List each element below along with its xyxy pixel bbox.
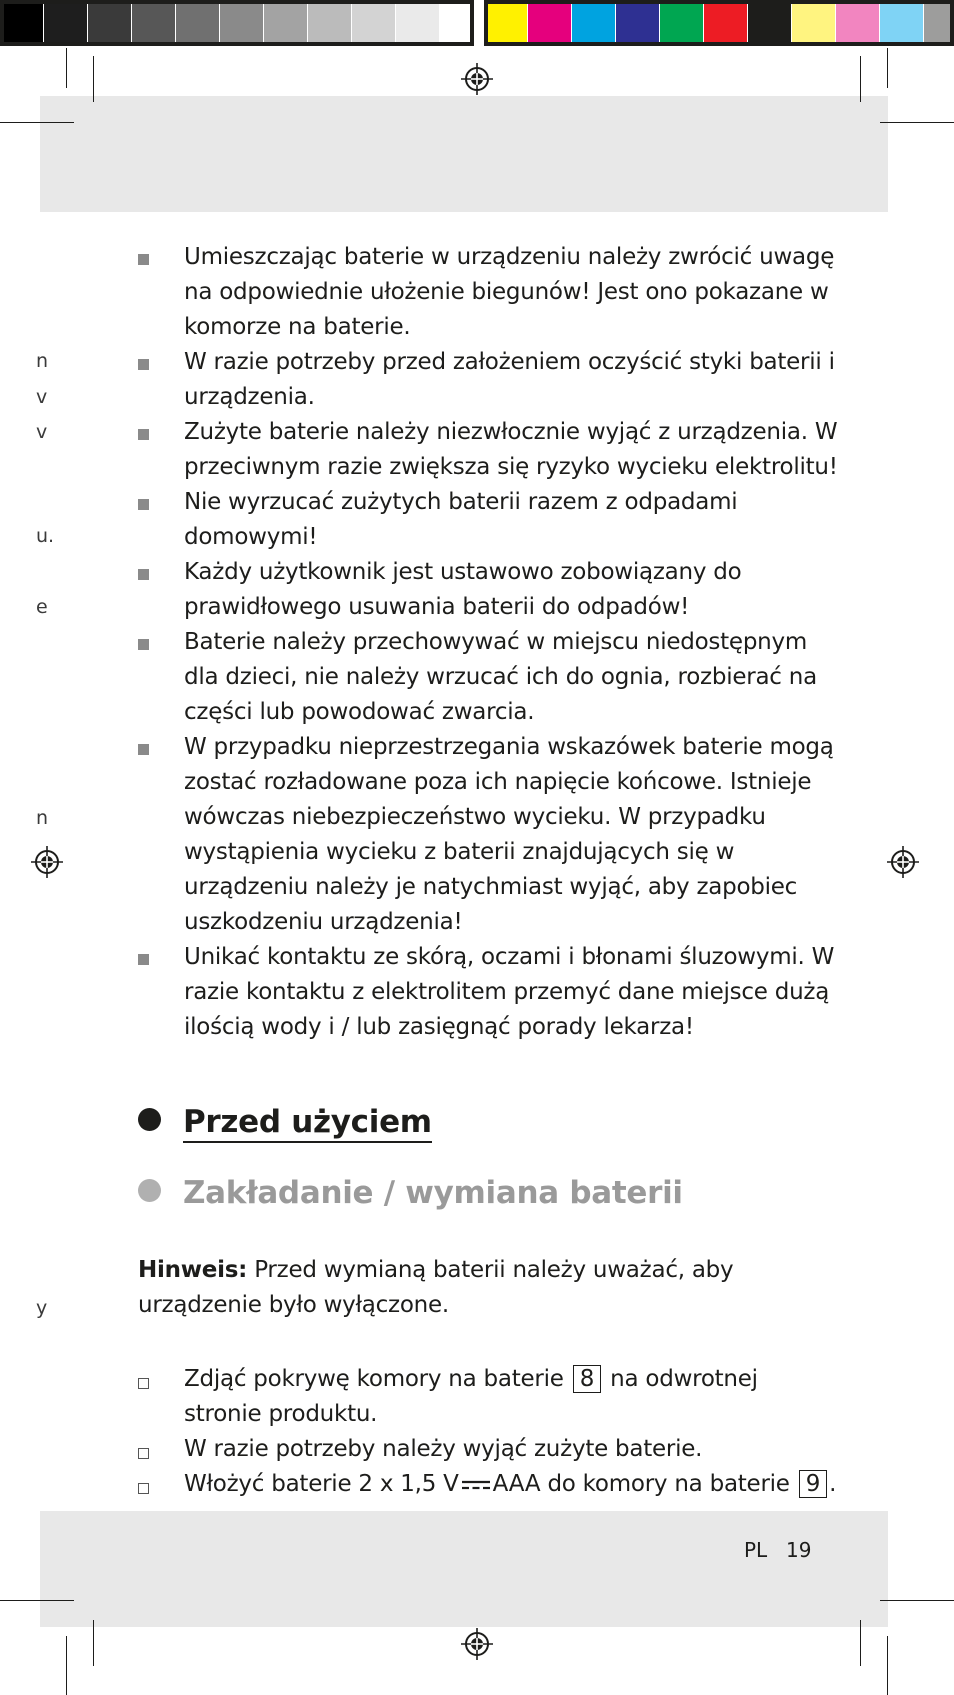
margin-fragment: v	[36, 421, 48, 443]
margin-fragment: n	[36, 350, 49, 372]
step-text: AAA do komory na baterie	[492, 1471, 790, 1497]
crop-mark	[860, 56, 861, 102]
square-bullet-icon	[138, 569, 149, 580]
warning-text: Umieszczając baterie w urządzeniu należy zwrócić uwagę na odpowiednie ułożenie biegunów! Jest ono pokazane w komorze na baterie.	[184, 244, 835, 340]
process-color-bar-frame	[484, 0, 954, 46]
step-item	[138, 1432, 838, 1467]
checkbox-square-bullet-icon	[138, 1448, 149, 1459]
square-bullet-icon	[138, 639, 149, 650]
section-heading-text: Zakładanie / wymiana baterii	[183, 1175, 683, 1211]
page-number: 19	[786, 1538, 812, 1562]
crop-mark	[0, 1600, 74, 1601]
square-bullet-icon	[138, 744, 149, 755]
margin-fragment: n	[36, 807, 49, 829]
step-text: Włożyć baterie 2 x 1,5 V	[184, 1471, 459, 1497]
note-text: Przed wymianą baterii należy uważać, aby urządzenie było wyłączone.	[138, 1257, 734, 1318]
warning-item	[138, 415, 838, 485]
crop-mark	[880, 122, 954, 123]
square-bullet-icon	[138, 429, 149, 440]
margin-fragment: u.	[36, 525, 55, 547]
checkbox-square-bullet-icon	[138, 1378, 149, 1389]
warning-text: Baterie należy przechowywać w miejscu niedostępnym dla dzieci, nie należy wrzucać ich do ognia, rozbierać na części lub powodować zwarcia.	[184, 629, 817, 725]
step-item	[138, 1467, 838, 1502]
warning-item	[138, 625, 838, 730]
square-bullet-icon	[138, 499, 149, 510]
direct-current-symbol-icon	[461, 1478, 491, 1492]
crop-mark	[66, 48, 67, 88]
margin-fragment: y	[36, 1297, 48, 1319]
square-bullet-icon	[138, 254, 149, 265]
warning-item	[138, 240, 838, 345]
reference-number-box: 8	[573, 1365, 601, 1393]
filled-circle-bullet-icon	[138, 1108, 161, 1131]
crop-mark	[887, 48, 888, 88]
header-band	[40, 96, 888, 212]
section-heading-text: Przed użyciem	[183, 1104, 432, 1143]
warning-item	[138, 485, 838, 555]
note-label: Hinweis:	[138, 1257, 248, 1283]
registration-mark-icon	[886, 845, 920, 879]
step-text: W razie potrzeby należy wyjąć zużyte baterie.	[184, 1436, 703, 1462]
battery-steps-list	[138, 1362, 838, 1502]
step-item	[138, 1362, 838, 1432]
step-text: .	[829, 1471, 837, 1497]
grayscale-color-bar-frame	[0, 0, 474, 46]
checkbox-square-bullet-icon	[138, 1483, 149, 1494]
warning-text: Nie wyrzucać zużytych baterii razem z odpadami domowymi!	[184, 489, 738, 550]
step-text: na odwrotnej stronie produktu.	[184, 1366, 758, 1427]
section-heading-battery-replacement	[138, 1175, 683, 1211]
registration-mark-icon	[30, 845, 64, 879]
warning-item	[138, 940, 838, 1045]
crop-mark	[93, 56, 94, 102]
crop-mark	[880, 1600, 954, 1601]
square-bullet-icon	[138, 954, 149, 965]
warning-text: Unikać kontaktu ze skórą, oczami i błonami śluzowymi. W razie kontaktu z elektrolitem przemyć dane miejsce dużą ilością wody i / lub zasięgnąć porady lekarza!	[184, 944, 835, 1040]
warning-text: Każdy użytkownik jest ustawowo zobowiązany do prawidłowego usuwania baterii do odpadów!	[184, 559, 742, 620]
warning-item	[138, 555, 838, 625]
battery-warnings-list	[138, 240, 838, 1045]
warning-text: W przypadku nieprzestrzegania wskazówek baterie mogą zostać rozładowane poza ich napięcie końcowe. Istnieje wówczas niebezpieczeństwo wycieku. W przypadku wystąpienia wycieku z baterii znajdujących się w urządzeniu należy je natychmiast wyjąć, aby zapobiec uszkodzeniu urządzenia!	[184, 734, 834, 935]
registration-mark-icon	[460, 62, 494, 96]
warning-text: W razie potrzeby przed założeniem oczyścić styki baterii i urządzenia.	[184, 349, 835, 410]
margin-fragment: v	[36, 386, 48, 408]
section-heading-before-use	[138, 1104, 432, 1140]
crop-mark	[860, 1620, 861, 1666]
step-text: Zdjąć pokrywę komory na baterie	[184, 1366, 564, 1392]
footer-band	[40, 1511, 888, 1627]
crop-mark	[93, 1620, 94, 1666]
reference-number-box: 9	[799, 1470, 827, 1498]
crop-mark	[0, 122, 74, 123]
margin-fragment: e	[36, 596, 48, 618]
crop-mark	[887, 1636, 888, 1695]
crop-mark	[66, 1636, 67, 1695]
warning-item	[138, 345, 838, 415]
filled-circle-bullet-icon	[138, 1179, 161, 1202]
warning-text: Zużyte baterie należy niezwłocznie wyjąć z urządzenia. W przeciwnym razie zwiększa się ryzyko wycieku elektrolitu!	[184, 419, 838, 480]
registration-mark-icon	[460, 1627, 494, 1661]
square-bullet-icon	[138, 359, 149, 370]
warning-item	[138, 730, 838, 940]
note-paragraph	[138, 1253, 838, 1323]
language-code: PL	[744, 1538, 768, 1562]
